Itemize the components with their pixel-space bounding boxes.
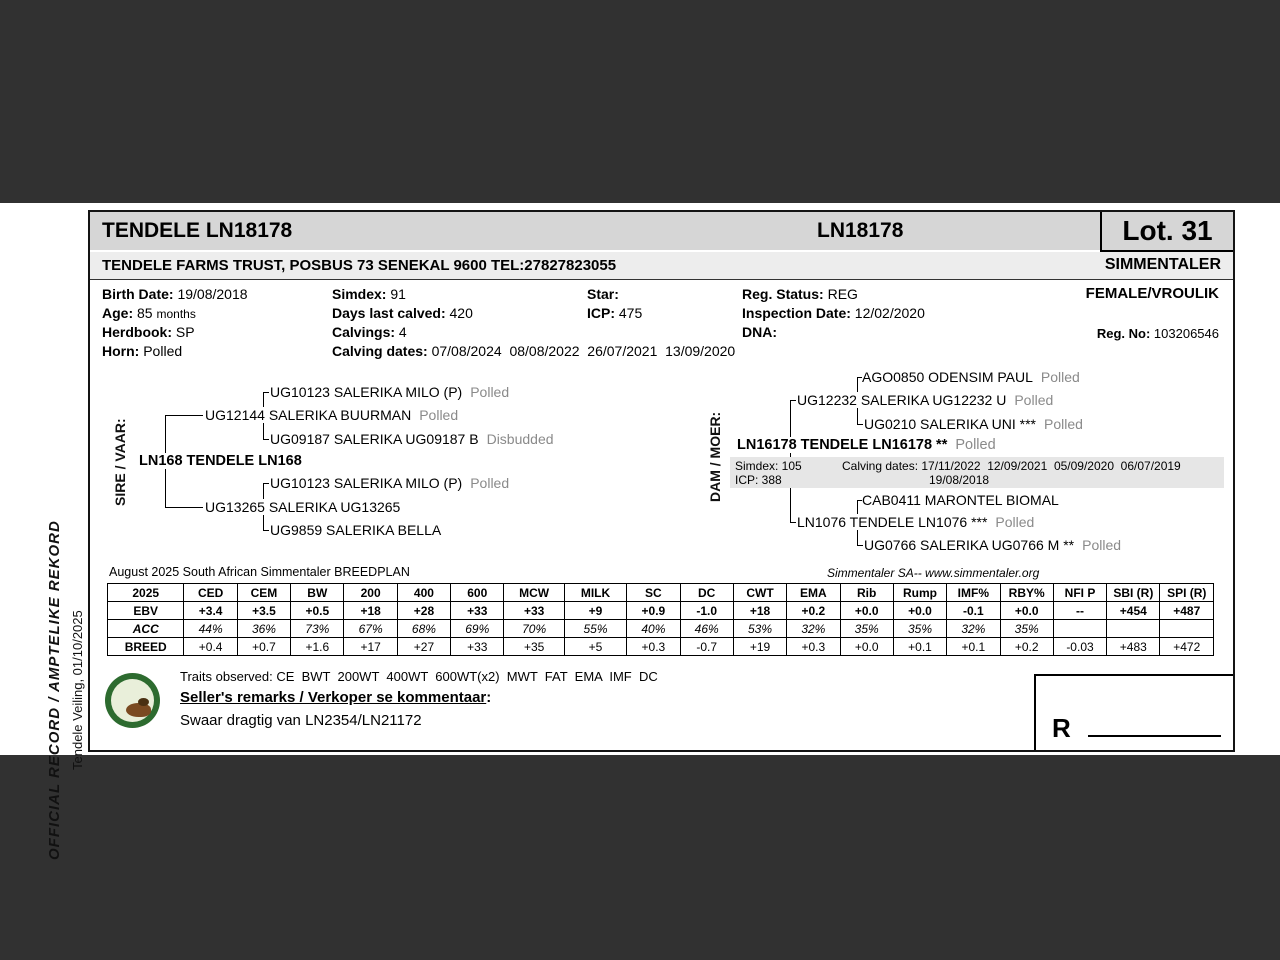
dam-icp: ICP: 388	[735, 473, 782, 487]
row-label: BREED	[108, 638, 184, 656]
simdex-label: Simdex:	[332, 286, 387, 302]
calvings-value: 4	[398, 324, 407, 340]
simdex-value: 91	[390, 286, 406, 302]
bp-cell: +35	[504, 638, 564, 656]
bp-header-cell: MILK	[564, 584, 626, 602]
bp-cell: +19	[733, 638, 786, 656]
bp-cell: 67%	[344, 620, 397, 638]
header-bar	[90, 212, 1233, 252]
bp-cell: +487	[1160, 602, 1214, 620]
bp-header-cell: Rump	[893, 584, 946, 602]
bp-cell: 73%	[291, 620, 344, 638]
reg-no-value: 103206546	[1153, 326, 1219, 341]
sire-section-label: SIRE / VAAR:	[112, 418, 128, 506]
bp-cell: +0.5	[291, 602, 344, 620]
bp-cell: +0.9	[627, 602, 680, 620]
bp-cell: -0.7	[680, 638, 733, 656]
traits-observed: Traits observed: CE BWT 200WT 400WT 600WT(x2) MWT FAT EMA IMF DC	[180, 669, 658, 684]
icp-field	[587, 305, 642, 321]
bp-cell: 36%	[237, 620, 290, 638]
horn-field	[102, 343, 182, 359]
dam-section-label: DAM / MOER:	[707, 411, 723, 503]
pedigree-node-dam-sire	[797, 392, 1057, 408]
seller-remarks-text: Swaar dragtig van LN2354/LN21172	[180, 712, 422, 729]
official-record-vertical-label: OFFICIAL RECORD / AMPTELIKE REKORD	[46, 520, 63, 861]
price-box	[1034, 674, 1233, 750]
seller-bar	[90, 252, 1233, 280]
seller-remarks-heading	[180, 689, 491, 706]
bp-cell: +0.1	[893, 638, 946, 656]
price-blank-line	[1088, 735, 1221, 737]
pedigree-name: AGO0850 ODENSIM PAUL	[862, 369, 1033, 385]
star-field	[587, 286, 623, 302]
dna-label: DNA:	[742, 324, 777, 340]
pedigree-name: UG9859 SALERIKA BELLA	[270, 522, 442, 538]
star-label: Star:	[587, 286, 619, 302]
lot-number-box	[1100, 212, 1233, 252]
lot-number: Lot. 31	[1122, 215, 1213, 246]
bp-cell: +9	[564, 602, 626, 620]
age-value: 85	[137, 305, 153, 321]
bp-header-cell: BW	[291, 584, 344, 602]
herdbook-value: SP	[175, 324, 195, 340]
pedigree-node-sire	[139, 453, 306, 469]
bp-header-cell: MCW	[504, 584, 564, 602]
horn-tag: Polled	[995, 514, 1035, 530]
birth-date-field	[102, 286, 248, 302]
animal-id: LN18178	[817, 219, 904, 242]
icp-value: 475	[618, 305, 643, 321]
cow-silhouette-icon	[138, 698, 149, 706]
bp-header-cell: 400	[397, 584, 450, 602]
bp-header-cell: SC	[627, 584, 680, 602]
days-last-calved-field	[332, 305, 473, 321]
bp-cell: 44%	[184, 620, 237, 638]
bp-cell: +0.1	[947, 638, 1000, 656]
ebv-row	[108, 602, 1214, 620]
bp-cell: +0.3	[787, 638, 840, 656]
calving-dates-value: 07/08/2024 08/08/2022 26/07/2021 13/09/2020	[431, 343, 736, 359]
bp-cell	[1160, 620, 1214, 638]
bp-header-cell: SPI (R)	[1160, 584, 1214, 602]
breed-name: SIMMENTALER	[1104, 256, 1221, 273]
pedigree-node-sire-dam-dam	[270, 522, 453, 538]
inspection-date-value: 12/02/2020	[854, 305, 925, 321]
pedigree-node-sire-sire	[205, 407, 462, 423]
days-last-calved-value: 420	[449, 305, 473, 321]
reg-status-label: Reg. Status:	[742, 286, 824, 302]
reg-no-field	[1097, 326, 1219, 341]
pedigree-name: LN1076 TENDELE LN1076 ***	[797, 514, 988, 530]
horn-tag: Polled	[419, 407, 459, 423]
bp-cell: +5	[564, 638, 626, 656]
bp-header-cell: 600	[451, 584, 504, 602]
seller-remarks-colon: :	[486, 689, 492, 706]
simdex-field	[332, 286, 406, 302]
row-label: EBV	[108, 602, 184, 620]
bp-cell: +33	[451, 602, 504, 620]
bp-cell	[1053, 620, 1106, 638]
herdbook-field	[102, 324, 195, 340]
pedigree-name: UG12232 SALERIKA UG12232 U	[797, 392, 1007, 408]
pedigree-line	[857, 545, 863, 546]
pedigree-line	[263, 439, 269, 440]
dam-calving-last: 19/08/2018	[929, 473, 990, 487]
reg-status-value: REG	[827, 286, 858, 302]
horn-tag: Polled	[1043, 416, 1083, 432]
bp-header-cell: RBY%	[1000, 584, 1053, 602]
bp-cell: -0.1	[947, 602, 1000, 620]
pedigree-name: UG13265 SALERIKA UG13265	[205, 499, 401, 515]
bp-cell: +454	[1107, 602, 1160, 620]
bp-cell: +3.5	[237, 602, 290, 620]
age-unit: months	[156, 307, 196, 321]
calving-dates-field	[332, 343, 735, 359]
age-field	[102, 305, 196, 321]
bp-cell: +18	[733, 602, 786, 620]
pedigree-name: LN16178 TENDELE LN16178 **	[737, 437, 948, 453]
herdbook-label: Herdbook:	[102, 324, 172, 340]
bp-cell: +0.0	[893, 602, 946, 620]
bp-cell: 40%	[627, 620, 680, 638]
bp-cell: +27	[397, 638, 450, 656]
price-currency: R	[1052, 713, 1071, 743]
horn-tag: Disbudded	[486, 431, 554, 447]
table-header-row	[108, 584, 1214, 602]
breed-row	[108, 638, 1214, 656]
age-label: Age:	[102, 305, 134, 321]
bp-cell: -0.03	[1053, 638, 1106, 656]
bp-cell: +0.2	[1000, 638, 1053, 656]
pedigree-line	[165, 415, 203, 416]
pedigree-line	[263, 392, 269, 393]
inspection-date-label: Inspection Date:	[742, 305, 851, 321]
bp-header-cell: CEM	[237, 584, 290, 602]
pedigree-node-dam	[737, 437, 1000, 453]
bp-header-cell: 200	[344, 584, 397, 602]
bp-header-cell: CED	[184, 584, 237, 602]
bp-header-cell: DC	[680, 584, 733, 602]
event-vertical-label: Tendele Veiling, 01/10/2025	[70, 610, 85, 770]
sex-value: FEMALE/VROULIK	[1085, 285, 1219, 302]
pedigree-line	[263, 483, 269, 484]
dam-calving-dates: Calving dates: 17/11/2022 12/09/2021 05/09/2020 06/07/2019	[842, 459, 1181, 473]
bp-cell: 46%	[680, 620, 733, 638]
row-label: ACC	[108, 620, 184, 638]
pedigree-name: UG0210 SALERIKA UNI ***	[864, 416, 1036, 432]
pedigree-name: UG0766 SALERIKA UG0766 M **	[864, 537, 1075, 553]
calvings-field	[332, 324, 407, 340]
birth-date-value: 19/08/2018	[177, 286, 248, 302]
birth-date-label: Birth Date:	[102, 286, 174, 302]
bp-cell: +0.4	[184, 638, 237, 656]
pedigree-node-dam-dam-dam	[864, 537, 1125, 553]
bp-cell: +0.3	[627, 638, 680, 656]
pedigree-name: UG09187 SALERIKA UG09187 B	[270, 431, 479, 447]
pedigree-node-dam-sire-sire	[862, 369, 1084, 385]
horn-tag: Polled	[470, 384, 510, 400]
pedigree-node-dam-sire-dam	[864, 416, 1087, 432]
cow-silhouette-icon	[126, 703, 151, 717]
days-last-calved-label: Days last calved:	[332, 305, 446, 321]
bp-cell: +33	[504, 602, 564, 620]
pedigree-name: LN168 TENDELE LN168	[139, 453, 302, 469]
calving-dates-label: Calving dates:	[332, 343, 428, 359]
acc-row	[108, 620, 1214, 638]
bp-cell: +0.0	[840, 602, 893, 620]
breedplan-table	[107, 583, 1214, 656]
bp-cell: 35%	[893, 620, 946, 638]
logo-inner-circle	[111, 679, 154, 722]
bp-cell	[1107, 620, 1160, 638]
bp-cell: 35%	[840, 620, 893, 638]
inspection-date-field	[742, 305, 925, 321]
pedigree-line	[165, 507, 203, 508]
pedigree-node-sire-sire-sire	[270, 384, 513, 400]
pedigree-line	[857, 424, 863, 425]
bp-cell: +472	[1160, 638, 1214, 656]
pedigree-line	[790, 522, 796, 523]
bp-cell: +0.0	[1000, 602, 1053, 620]
bp-cell: 32%	[947, 620, 1000, 638]
dam-stats-strip	[730, 457, 1224, 488]
bp-cell: +28	[397, 602, 450, 620]
pedigree-name: UG12144 SALERIKA BUURMAN	[205, 407, 412, 423]
dam-simdex: Simdex: 105	[735, 459, 802, 473]
horn-tag: Polled	[1040, 369, 1080, 385]
horn-value: Polled	[143, 343, 183, 359]
bp-header-cell: CWT	[733, 584, 786, 602]
bp-cell: -1.0	[680, 602, 733, 620]
pedigree-line	[263, 530, 269, 531]
bp-cell: 55%	[564, 620, 626, 638]
bp-cell: +1.6	[291, 638, 344, 656]
simmentaler-logo-icon	[105, 673, 160, 728]
bp-cell: +17	[344, 638, 397, 656]
icp-label: ICP:	[587, 305, 615, 321]
animal-title: TENDELE LN18178	[102, 219, 293, 242]
bp-cell: +0.7	[237, 638, 290, 656]
dna-field	[742, 324, 781, 340]
pedigree-node-sire-sire-dam	[270, 431, 558, 447]
bp-header-cell: IMF%	[947, 584, 1000, 602]
simmentaler-website-caption: Simmentaler SA-- www.simmentaler.org	[827, 566, 1040, 580]
bp-cell: +483	[1107, 638, 1160, 656]
bp-cell: 53%	[733, 620, 786, 638]
bp-cell: 35%	[1000, 620, 1053, 638]
bp-header-cell: EMA	[787, 584, 840, 602]
catalog-card	[88, 210, 1235, 752]
horn-label: Horn:	[102, 343, 140, 359]
pedigree-node-dam-dam	[797, 514, 1038, 530]
pedigree-name: UG10123 SALERIKA MILO (P)	[270, 475, 463, 491]
bp-header-cell: SBI (R)	[1107, 584, 1160, 602]
bp-cell: --	[1053, 602, 1106, 620]
calvings-label: Calvings:	[332, 324, 396, 340]
pedigree-node-dam-dam-sire	[862, 492, 1071, 508]
pedigree-node-sire-dam-sire	[270, 475, 513, 491]
pedigree-line	[790, 400, 796, 401]
horn-tag: Polled	[955, 437, 996, 453]
bp-header-cell: 2025	[108, 584, 184, 602]
bp-cell: +3.4	[184, 602, 237, 620]
bp-header-cell: NFI P	[1053, 584, 1106, 602]
bp-cell: 32%	[787, 620, 840, 638]
bp-cell: +0.0	[840, 638, 893, 656]
bp-cell: +0.2	[787, 602, 840, 620]
seller-address: TENDELE FARMS TRUST, POSBUS 73 SENEKAL 9600 TEL:27827823055	[102, 257, 617, 274]
breedplan-caption: August 2025 South African Simmentaler BREEDPLAN	[109, 565, 410, 579]
bp-cell: 68%	[397, 620, 450, 638]
pedigree-node-sire-dam	[205, 499, 412, 515]
bp-cell: 69%	[451, 620, 504, 638]
bp-cell: +33	[451, 638, 504, 656]
horn-tag: Polled	[1014, 392, 1054, 408]
reg-status-field	[742, 286, 858, 302]
reg-no-label: Reg. No:	[1096, 326, 1151, 341]
horn-tag: Polled	[470, 475, 510, 491]
bp-header-cell: Rib	[840, 584, 893, 602]
seller-remarks-label: Seller's remarks / Verkoper se kommentaar	[180, 689, 487, 706]
bp-cell: 70%	[504, 620, 564, 638]
pedigree-name: CAB0411 MARONTEL BIOMAL	[862, 492, 1059, 508]
bp-cell: +18	[344, 602, 397, 620]
pedigree-name: UG10123 SALERIKA MILO (P)	[270, 384, 463, 400]
horn-tag: Polled	[1082, 537, 1122, 553]
